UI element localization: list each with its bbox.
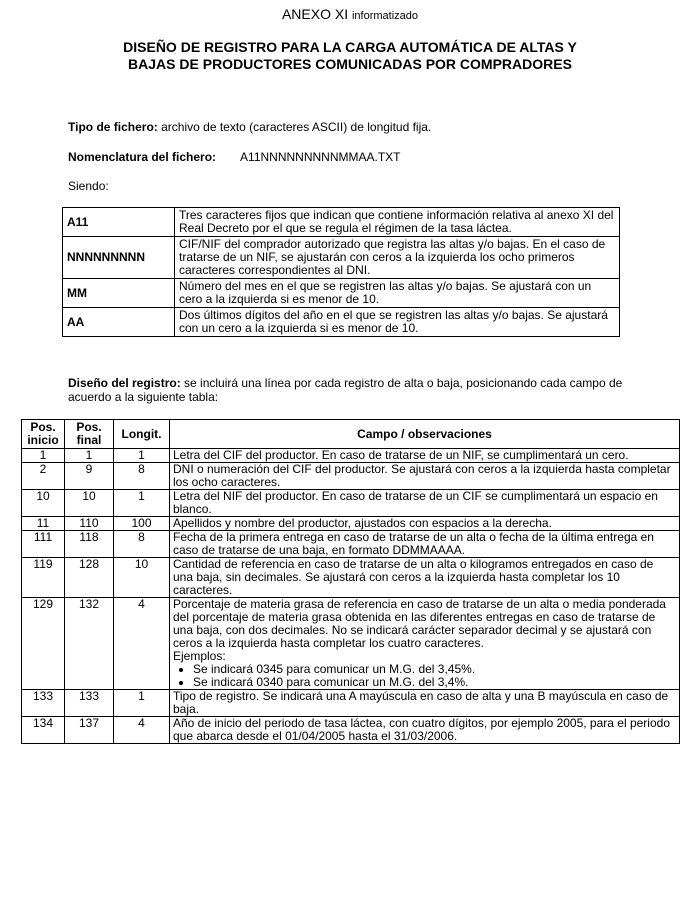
code-row — [63, 308, 620, 337]
annex-label: ANEXO XI — [281, 6, 349, 22]
code-name: A11 — [63, 208, 175, 237]
table-row — [22, 690, 680, 717]
code-description: Número del mes en el que se registren las altas y/o bajas. Se ajustará con un cero a la izquierda si es menor de 10. — [175, 279, 620, 308]
examples-label: Ejemplos: — [173, 649, 226, 663]
pos-inicio-cell: 129 — [22, 598, 65, 690]
file-type-value: archivo de texto (caracteres ASCII) de longitud fija. — [157, 120, 432, 134]
example-item: • Se indicará 0345 para comunicar un M.G. del 3,45%. — [193, 663, 676, 676]
file-naming-value: A11NNNNNNNNNMMAA.TXT — [240, 150, 401, 164]
table-row — [22, 558, 680, 598]
pos-final-cell: 9 — [65, 463, 114, 490]
header-longit: Longit. — [114, 420, 170, 449]
naming-codes-body — [63, 208, 620, 337]
campo-text: Año de inicio del periodo de tasa láctea, con cuatro dígitos, por ejemplo 2005, para el periodo que abarca desde el 01/04/2005 hasta el 31/03/2006. — [173, 716, 670, 743]
longit-cell: 4 — [114, 717, 170, 744]
header-pos-inicio: Pos. inicio — [22, 420, 65, 449]
pos-inicio-cell: 134 — [22, 717, 65, 744]
header-pos-final: Pos. final — [65, 420, 114, 449]
annex-sublabel: informatizado — [351, 10, 419, 22]
code-description: Tres caracteres fijos que indican que contiene información relativa al anexo XI del Real Decreto por el que se regula el régimen de la tasa láctea. — [175, 208, 620, 237]
table-row — [22, 717, 680, 744]
examples-list — [173, 663, 676, 689]
campo-text: Apellidos y nombre del productor, ajustados con espacios a la derecha. — [173, 516, 552, 530]
campo-cell — [170, 558, 680, 598]
record-fields-body — [22, 449, 680, 744]
pos-inicio-cell: 1 — [22, 449, 65, 463]
campo-cell — [170, 449, 680, 463]
longit-cell: 1 — [114, 490, 170, 517]
table-row — [22, 463, 680, 490]
file-naming-label: Nomenclatura del fichero: — [68, 150, 217, 164]
code-name: NNNNNNNNN — [63, 237, 175, 279]
code-description: CIF/NIF del comprador autorizado que registra las altas y/o bajas. En el caso de tratarse de un NIF, se ajustarán con ceros a la izquierda los ocho primeros caracteres correspondientes al DNI. — [175, 237, 620, 279]
pos-final-cell: 133 — [65, 690, 114, 717]
naming-codes-table — [62, 207, 620, 337]
example-item: • Se indicará 0340 para comunicar un M.G. del 3,4%. — [193, 676, 676, 689]
table-row — [22, 490, 680, 517]
pos-final-cell: 132 — [65, 598, 114, 690]
header-campo: Campo / observaciones — [170, 420, 680, 449]
longit-cell: 100 — [114, 517, 170, 531]
longit-cell: 1 — [114, 690, 170, 717]
campo-text: DNI o numeración del CIF del productor. Se ajustará con ceros a la izquierda hasta completar los ocho caracteres. — [173, 462, 671, 489]
campo-text: Fecha de la primera entrega en caso de tratarse de un alta o fecha de la última entrega en caso de tratarse de una baja, en formato DDMMAAAA. — [173, 530, 654, 557]
campo-text: Cantidad de referencia en caso de tratarse de un alta o kilogramos entregados en caso de una baja, sin decimales. Se ajustará con ceros a la izquierda hasta completar los 10 caracteres. — [173, 557, 654, 597]
pos-final-cell: 10 — [65, 490, 114, 517]
record-design-text: se incluirá una línea por cada registro de alta o baja, posicionando cada campo de acuerdo a la siguiente tabla: — [68, 376, 623, 404]
pos-inicio-cell: 111 — [22, 531, 65, 558]
pos-inicio-cell: 11 — [22, 517, 65, 531]
longit-cell: 1 — [114, 449, 170, 463]
table-row — [22, 517, 680, 531]
campo-cell — [170, 690, 680, 717]
longit-cell: 4 — [114, 598, 170, 690]
code-name: MM — [63, 279, 175, 308]
pos-final-cell: 128 — [65, 558, 114, 598]
longit-cell: 8 — [114, 463, 170, 490]
code-name: AA — [63, 308, 175, 337]
code-row — [63, 279, 620, 308]
campo-cell — [170, 517, 680, 531]
campo-cell — [170, 490, 680, 517]
table-row — [22, 531, 680, 558]
pos-final-cell: 118 — [65, 531, 114, 558]
pos-inicio-cell: 10 — [22, 490, 65, 517]
longit-cell: 8 — [114, 531, 170, 558]
title-line-1: DISEÑO DE REGISTRO PARA LA CARGA AUTOMÁTICA DE ALTAS Y — [123, 39, 577, 55]
pos-inicio-cell: 2 — [22, 463, 65, 490]
code-row — [63, 208, 620, 237]
pos-inicio-cell: 133 — [22, 690, 65, 717]
campo-cell — [170, 531, 680, 558]
title-line-2: BAJAS DE PRODUCTORES COMUNICADAS POR COMPRADORES — [128, 56, 572, 72]
campo-text: Letra del NIF del productor. En caso de tratarse de un CIF se cumplimentará un espacio en blanco. — [173, 489, 658, 516]
pos-inicio-cell: 119 — [22, 558, 65, 598]
pos-final-cell: 1 — [65, 449, 114, 463]
record-design-paragraph — [68, 376, 628, 404]
page-title — [40, 39, 660, 73]
code-row — [63, 237, 620, 279]
siendo-label: Siendo: — [68, 179, 109, 193]
annex-heading — [0, 6, 700, 24]
table-header-row — [22, 420, 680, 449]
campo-cell — [170, 463, 680, 490]
record-fields-table — [21, 419, 680, 744]
campo-text: Tipo de registro. Se indicará una A mayúscula en caso de alta y una B mayúscula en caso de baja. — [173, 689, 669, 716]
code-description: Dos últimos dígitos del año en el que se registren las altas y/o bajas. Se ajustará con un cero a la izquierda si es menor de 10. — [175, 308, 620, 337]
pos-final-cell: 137 — [65, 717, 114, 744]
file-type-paragraph — [68, 120, 431, 134]
campo-cell — [170, 717, 680, 744]
record-design-label: Diseño del registro: — [68, 376, 181, 390]
campo-text: Letra del CIF del productor. En caso de tratarse de un NIF, se cumplimentará un cero. — [173, 448, 629, 462]
campo-cell — [170, 598, 680, 690]
file-type-label: Tipo de fichero: — [68, 120, 158, 134]
table-row — [22, 449, 680, 463]
table-row — [22, 598, 680, 690]
longit-cell: 10 — [114, 558, 170, 598]
pos-final-cell: 110 — [65, 517, 114, 531]
campo-text: Porcentaje de materia grasa de referencia en caso de tratarse de un alta o media ponderada del porcentaje de materia grasa obtenida en las diferentes entregas en caso de tratarse de una baja, con dos decimales. No se indicará carácter separador decimal y se ajustará con ceros a la izquierda hasta completar los cuatro caracteres. — [173, 597, 666, 650]
file-naming-paragraph — [68, 150, 400, 164]
